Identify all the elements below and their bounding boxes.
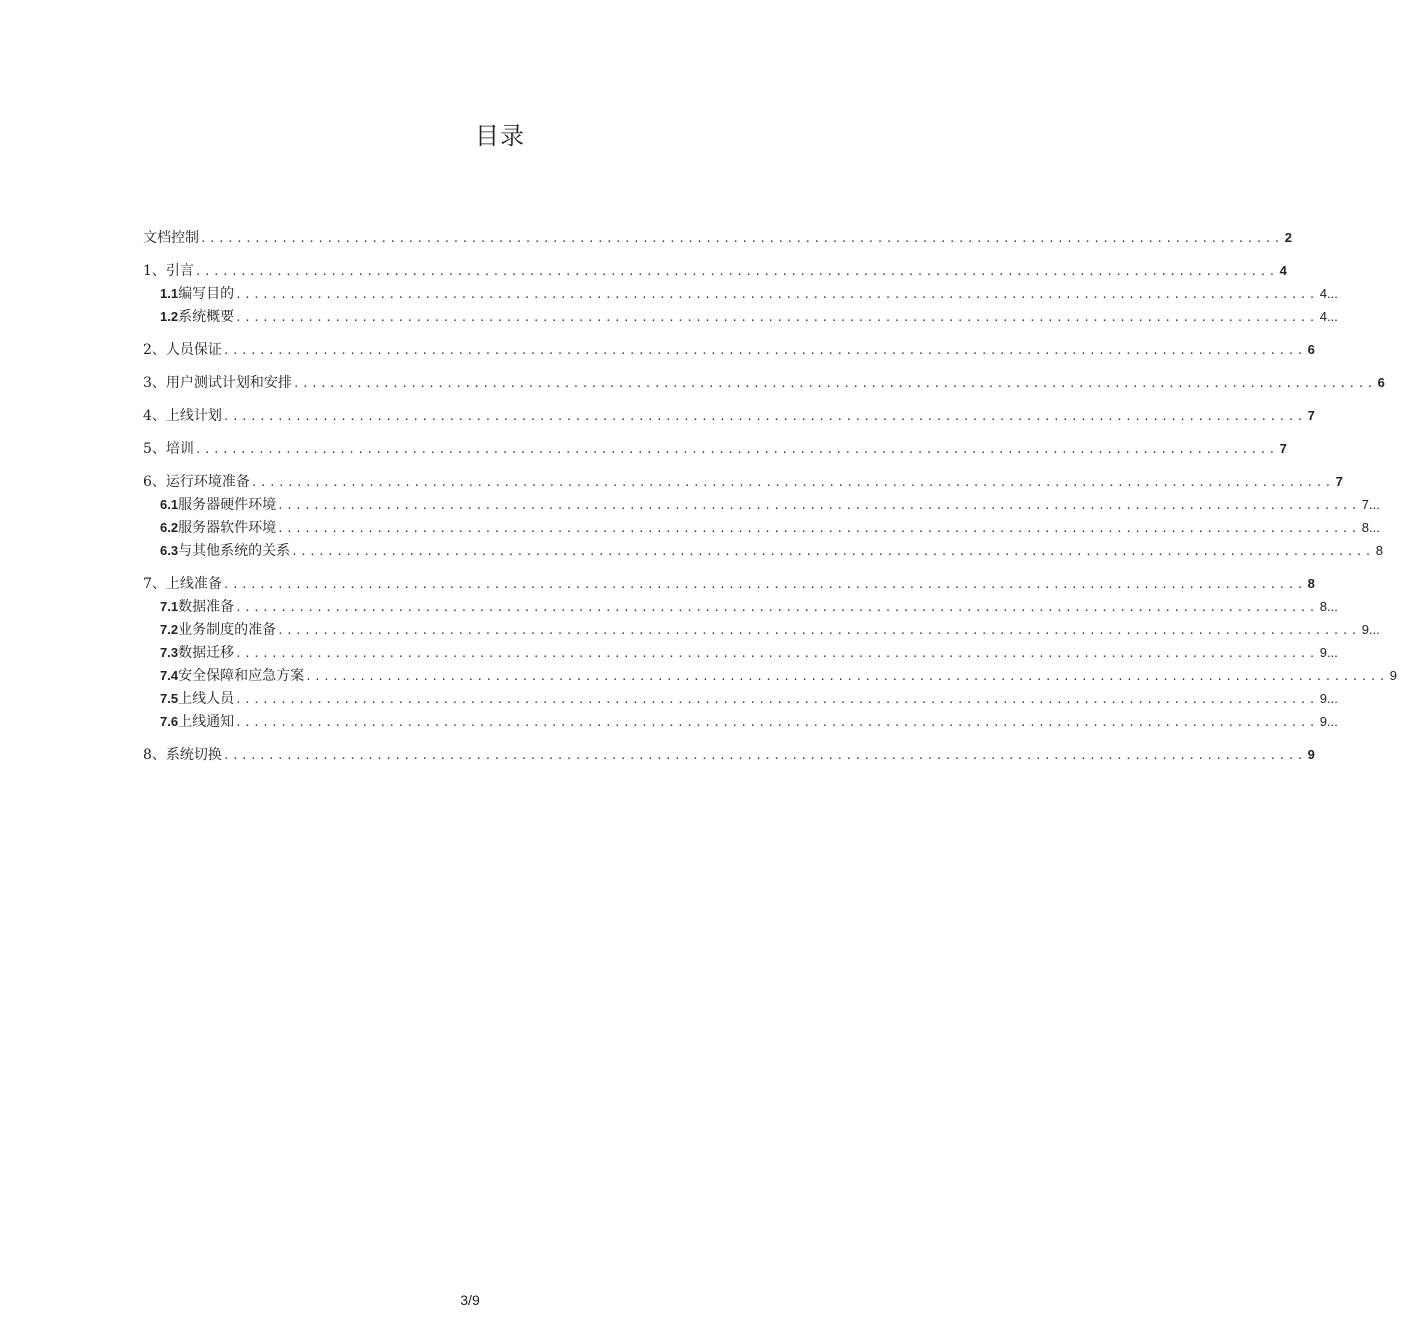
toc-dot-leader: ........................................................................................................................ xyxy=(222,749,1306,762)
toc-entry-page: 8... xyxy=(1319,599,1338,614)
toc-entry-page: 9... xyxy=(1319,691,1338,706)
toc-entry-number: 7.4 xyxy=(160,668,179,683)
toc-dot-leader: ........................................................................................................................ xyxy=(305,670,1388,683)
toc-entry[interactable] xyxy=(143,493,1380,516)
toc-dot-leader: ........................................................................................................................ xyxy=(222,578,1306,591)
toc-entry-page: 8 xyxy=(1307,576,1315,591)
toc-entry-number: 7.5 xyxy=(160,691,179,706)
toc-entry-title: 服务器硬件环境 xyxy=(178,497,277,513)
toc-entry-number: 7、 xyxy=(143,576,166,592)
toc-entry[interactable] xyxy=(143,743,1315,766)
toc-entry-title: 系统概要 xyxy=(178,309,235,325)
toc-entry-page: 4... xyxy=(1319,286,1338,301)
toc-dot-leader: ........................................................................................................................ xyxy=(235,601,1318,614)
toc-entry-page: 4... xyxy=(1319,309,1338,324)
toc-entry-page: 4 xyxy=(1279,263,1287,278)
toc-entry-page: 6 xyxy=(1307,342,1315,357)
toc-entry-number: 6、 xyxy=(143,474,166,490)
toc-entry-page: 6 xyxy=(1377,375,1385,390)
toc-dot-leader: ........................................................................................................................ xyxy=(235,647,1318,660)
toc-dot-leader: ........................................................................................................................ xyxy=(235,288,1318,301)
toc-entry-page: 2 xyxy=(1284,230,1292,245)
toc-entry-number: 4、 xyxy=(143,408,166,424)
toc-entry-title: 编写目的 xyxy=(178,286,235,302)
toc-dot-leader: ........................................................................................................................ xyxy=(292,377,1376,390)
toc-entry-title: 服务器软件环境 xyxy=(178,520,277,536)
page-number: 3/9 xyxy=(460,1292,480,1308)
toc-entry-page: 7... xyxy=(1361,497,1380,512)
toc-entry-title: 数据准备 xyxy=(178,599,235,615)
toc-entry-page: 9 xyxy=(1389,668,1398,683)
toc-dot-leader: ........................................................................................................................ xyxy=(235,693,1318,706)
toc-entry-number: 6.2 xyxy=(160,520,179,535)
toc-dot-leader: ........................................................................................................................ xyxy=(250,476,1334,489)
toc-entry-title: 上线计划 xyxy=(165,408,222,424)
toc-entry-page: 9 xyxy=(1307,747,1315,762)
toc-entry[interactable] xyxy=(143,664,1398,687)
toc-entry-title: 安全保障和应急方案 xyxy=(178,668,305,684)
toc-entry-number: 7.1 xyxy=(160,599,179,614)
toc-entry-number: 7.2 xyxy=(160,622,179,637)
toc-entry[interactable] xyxy=(143,437,1287,460)
toc-entry-page: 8... xyxy=(1361,520,1380,535)
toc-entry[interactable] xyxy=(143,516,1380,539)
toc-dot-leader: ........................................................................................................................ xyxy=(235,716,1318,729)
toc-entry[interactable] xyxy=(143,226,1292,249)
toc-entry-title: 培训 xyxy=(165,441,194,457)
toc-entry-title: 上线准备 xyxy=(165,576,222,592)
toc-entry-title: 用户测试计划和安排 xyxy=(165,375,292,391)
toc-entry[interactable] xyxy=(143,618,1380,641)
toc-entry-number: 2、 xyxy=(143,342,166,358)
toc-entry-number: 3、 xyxy=(143,375,166,391)
toc-dot-leader: ........................................................................................................................ xyxy=(200,232,1283,245)
toc-entry-number: 6.1 xyxy=(160,497,179,512)
toc-entry[interactable] xyxy=(143,338,1315,361)
toc-entry-page: 8 xyxy=(1375,543,1384,558)
toc-entry[interactable] xyxy=(143,404,1315,427)
toc-entry[interactable] xyxy=(143,371,1385,394)
toc-dot-leader: ........................................................................................................................ xyxy=(277,624,1360,637)
toc-entry[interactable] xyxy=(143,687,1338,710)
toc-entry-title: 运行环境准备 xyxy=(165,474,250,490)
page-title: 目录 xyxy=(475,122,525,150)
toc-entry[interactable] xyxy=(143,572,1315,595)
toc-entry-page: 7 xyxy=(1279,441,1287,456)
table-of-contents xyxy=(143,226,1398,766)
toc-entry[interactable] xyxy=(143,470,1343,493)
toc-dot-leader: ........................................................................................................................ xyxy=(222,344,1306,357)
toc-entry[interactable] xyxy=(143,641,1338,664)
toc-entry[interactable] xyxy=(143,305,1338,328)
toc-entry-title: 数据迁移 xyxy=(178,645,235,661)
toc-entry-title: 业务制度的准备 xyxy=(178,622,277,638)
toc-entry-page: 7 xyxy=(1307,408,1315,423)
toc-dot-leader: ........................................................................................................................ xyxy=(222,410,1306,423)
toc-entry[interactable] xyxy=(143,282,1338,305)
toc-entry-title: 上线通知 xyxy=(178,714,235,730)
toc-entry[interactable] xyxy=(143,710,1338,733)
toc-entry-page: 7 xyxy=(1335,474,1343,489)
toc-entry-title: 引言 xyxy=(165,263,194,279)
toc-entry-number: 7.6 xyxy=(160,714,179,729)
toc-entry-number: 6.3 xyxy=(160,543,179,558)
toc-entry[interactable] xyxy=(143,539,1384,562)
toc-entry-number: 7.3 xyxy=(160,645,179,660)
toc-entry-page: 9... xyxy=(1319,714,1338,729)
toc-entry-page: 9... xyxy=(1361,622,1380,637)
toc-entry-title: 人员保证 xyxy=(165,342,222,358)
toc-entry-number: 1.1 xyxy=(160,286,179,301)
toc-entry-title: 与其他系统的关系 xyxy=(178,543,291,559)
toc-dot-leader: ........................................................................................................................ xyxy=(235,311,1318,324)
toc-entry[interactable] xyxy=(143,595,1338,618)
toc-entry-title: 上线人员 xyxy=(178,691,235,707)
toc-entry-page: 9... xyxy=(1319,645,1338,660)
toc-dot-leader: ........................................................................................................................ xyxy=(194,265,1278,278)
toc-entry-number: 5、 xyxy=(143,441,166,457)
toc-entry[interactable] xyxy=(143,259,1287,282)
toc-entry-number: 1.2 xyxy=(160,309,179,324)
toc-entry-number: 1、 xyxy=(143,263,166,279)
toc-dot-leader: ........................................................................................................................ xyxy=(277,499,1360,512)
toc-dot-leader: ........................................................................................................................ xyxy=(194,443,1278,456)
toc-dot-leader: ........................................................................................................................ xyxy=(291,545,1374,558)
toc-entry-title: 文档控制 xyxy=(143,230,199,246)
toc-entry-title: 8、系统切换 xyxy=(143,747,222,763)
toc-dot-leader: ........................................................................................................................ xyxy=(277,522,1360,535)
